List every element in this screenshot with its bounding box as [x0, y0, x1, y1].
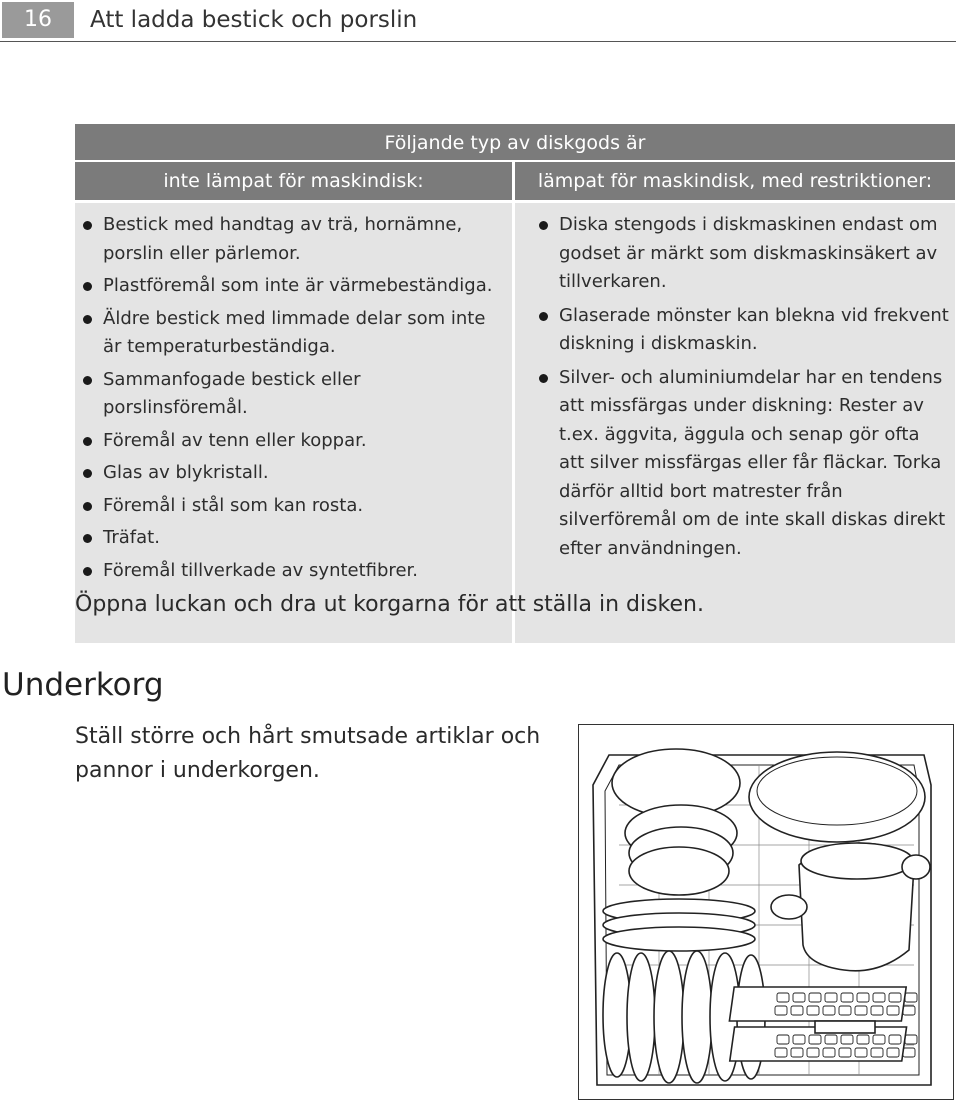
- section-body: Ställ större och hårt smutsade artiklar och pannor i underkorgen.: [75, 724, 541, 783]
- lower-basket-illustration-icon: [579, 725, 952, 1098]
- list-item: Glaserade mönster kan blekna vid frekvent diskning i diskmaskin.: [537, 302, 949, 359]
- list-item: Föremål i stål som kan rosta.: [81, 492, 502, 521]
- list-item: Bestick med handtag av trä, hornämne, porslin eller pärlemor.: [81, 211, 502, 268]
- list-item: Äldre bestick med limmade delar som inte är temperaturbeständiga.: [81, 305, 502, 362]
- list-item: Glas av blykristall.: [81, 459, 502, 488]
- restricted-heading: lämpat för maskindisk, med restriktioner:: [515, 162, 955, 200]
- page-number: 16: [2, 2, 74, 38]
- unsuitable-heading: inte lämpat för maskindisk:: [75, 162, 512, 200]
- list-item: Sammanfogade bestick eller porslinsföremål.: [81, 366, 502, 423]
- list-item: Föremål av tenn eller koppar.: [81, 427, 502, 456]
- intro-text: Öppna luckan och dra ut korgarna för att ställa in disken.: [75, 592, 704, 617]
- list-item: Silver- och aluminiumdelar har en tendens att missfärgas under diskning: Rester av t.ex. äggvita, äggula och senap gör ofta att silver missfärgas eller får fläckar. Torka därför alltid bort matrester från silverföremål om de inte skall diskas direkt efter användningen.: [537, 364, 949, 564]
- page-title: Att ladda bestick och porslin: [90, 7, 418, 33]
- list-item: Föremål tillverkade av syntetfibrer.: [81, 557, 502, 586]
- table-heading: Följande typ av diskgods är: [75, 124, 955, 162]
- table-body: [75, 203, 955, 643]
- section-title: Underkorg: [2, 667, 164, 703]
- lower-basket-figure: [578, 724, 954, 1100]
- page-header: [0, 0, 956, 42]
- unsuitable-column: [75, 203, 512, 643]
- list-item: Plastföremål som inte är värmebeständiga.: [81, 272, 502, 301]
- restricted-list: [537, 211, 949, 563]
- list-item: Diska stengods i diskmaskinen endast om godset är märkt som diskmaskinsäkert av tillverkaren.: [537, 211, 949, 297]
- dishware-table: [75, 124, 955, 643]
- table-subheadings: [75, 162, 955, 200]
- restricted-column: [515, 203, 955, 643]
- list-item: Träfat.: [81, 524, 502, 553]
- unsuitable-list: [81, 211, 502, 585]
